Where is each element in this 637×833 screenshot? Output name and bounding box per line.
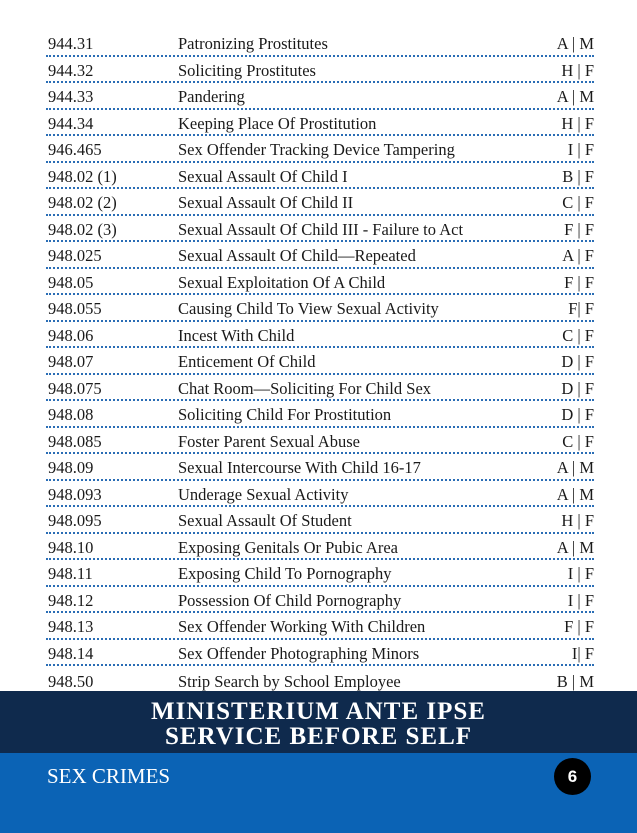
table-row <box>46 110 594 137</box>
table-row <box>46 216 594 243</box>
table-row <box>46 295 594 322</box>
offense-class: I | F <box>567 590 594 610</box>
offense-class: D | F <box>561 378 594 398</box>
table-row <box>46 83 594 110</box>
table-row <box>46 666 594 693</box>
statute-code: 948.10 <box>48 537 94 557</box>
offense-class: I| F <box>571 643 594 663</box>
offense-description: Sex Offender Photographing Minors <box>178 643 420 663</box>
statute-code: 948.095 <box>48 511 102 530</box>
offense-class: A | M <box>556 484 594 504</box>
offense-class: C | F <box>562 325 594 345</box>
statute-code: 948.07 <box>48 352 94 371</box>
offense-class: C | F <box>562 431 594 451</box>
offense-description: Sexual Assault Of Child I <box>178 166 348 186</box>
statute-code: 948.093 <box>48 484 102 504</box>
offense-class: F| F <box>568 299 594 318</box>
offense-class: B | F <box>562 166 594 186</box>
offense-class: I | F <box>567 140 594 159</box>
offense-description: Patronizing Prostitutes <box>178 34 328 53</box>
statute-table <box>46 30 594 693</box>
table-row <box>46 454 594 481</box>
statute-code: 948.14 <box>48 643 94 663</box>
statute-code: 948.055 <box>48 299 102 318</box>
table-row <box>46 242 594 269</box>
statute-code: 948.02 (3) <box>48 219 117 239</box>
offense-description: Sex Offender Tracking Device Tampering <box>178 140 455 159</box>
offense-class: A | F <box>562 246 594 265</box>
offense-description: Sexual Assault Of Child—Repeated <box>178 246 416 265</box>
table-row <box>46 375 594 402</box>
offense-description: Enticement Of Child <box>178 352 316 371</box>
offense-description: Exposing Child To Pornography <box>178 564 392 583</box>
table-row <box>46 560 594 587</box>
table-row <box>46 269 594 296</box>
table-row <box>46 507 594 534</box>
table-row <box>46 348 594 375</box>
table-row <box>46 534 594 561</box>
offense-class: H | F <box>561 113 594 133</box>
table-row <box>46 57 594 84</box>
table-row <box>46 189 594 216</box>
statute-code: 948.08 <box>48 405 94 424</box>
motto-line-2: SERVICE BEFORE SELF <box>164 723 473 750</box>
offense-description: Possession Of Child Pornography <box>178 590 402 610</box>
statute-code: 944.31 <box>48 34 94 53</box>
offense-description: Chat Room—Soliciting For Child Sex <box>178 378 432 398</box>
table-row <box>46 136 594 163</box>
offense-class: A | M <box>556 34 594 53</box>
statute-code: 948.12 <box>48 590 94 610</box>
offense-class: B | M <box>556 672 594 691</box>
offense-class: A | M <box>556 87 594 106</box>
offense-description: Underage Sexual Activity <box>178 484 349 504</box>
statute-code: 948.11 <box>48 564 93 583</box>
offense-description: Sexual Assault Of Child II <box>178 193 354 212</box>
offense-description: Soliciting Prostitutes <box>178 60 316 80</box>
offense-class: D | F <box>561 352 594 371</box>
offense-description: Sexual Intercourse With Child 16-17 <box>178 458 421 477</box>
offense-description: Sexual Assault Of Child III - Failure to Act <box>178 219 464 239</box>
offense-class: H | F <box>561 511 594 530</box>
offense-class: H | F <box>561 60 594 80</box>
statute-code: 948.075 <box>48 378 102 398</box>
offense-class: A | M <box>556 458 594 477</box>
offense-class: D | F <box>561 405 594 424</box>
offense-description: Keeping Place Of Prostitution <box>178 113 377 133</box>
offense-description: Sexual Assault Of Student <box>178 511 352 530</box>
offense-description: Foster Parent Sexual Abuse <box>178 431 360 451</box>
statute-code: 944.32 <box>48 60 94 80</box>
offense-description: Pandering <box>178 87 245 106</box>
table-row <box>46 428 594 455</box>
table-row <box>46 322 594 349</box>
statute-code: 948.50 <box>48 672 94 691</box>
offense-description: Sex Offender Working With Children <box>178 617 426 636</box>
table-row <box>46 163 594 190</box>
table-row <box>46 640 594 667</box>
statute-code: 948.13 <box>48 617 94 636</box>
statute-code: 948.02 (2) <box>48 193 117 212</box>
offense-description: Soliciting Child For Prostitution <box>178 405 392 424</box>
statute-code: 948.02 (1) <box>48 166 117 186</box>
statute-code: 948.085 <box>48 431 102 451</box>
statute-code: 948.05 <box>48 272 94 292</box>
section-title: SEX CRIMES <box>47 764 171 788</box>
offense-class: A | M <box>556 537 594 557</box>
page-number-badge: 6 <box>554 758 591 795</box>
offense-class: F | F <box>564 272 594 292</box>
offense-description: Sexual Exploitation Of A Child <box>178 272 386 292</box>
table-row <box>46 613 594 640</box>
statute-code: 948.09 <box>48 458 94 477</box>
statute-code: 948.025 <box>48 246 102 265</box>
offense-description: Incest With Child <box>178 325 295 345</box>
statute-code: 944.33 <box>48 87 94 106</box>
offense-class: F | F <box>564 617 594 636</box>
statute-code: 944.34 <box>48 113 94 133</box>
offense-description: Strip Search by School Employee <box>178 672 401 691</box>
offense-description: Exposing Genitals Or Pubic Area <box>178 537 398 557</box>
offense-class: C | F <box>562 193 594 212</box>
table-row <box>46 30 594 57</box>
statute-code: 946.465 <box>48 140 102 159</box>
table-row <box>46 587 594 614</box>
statute-code: 948.06 <box>48 325 94 345</box>
table-row <box>46 401 594 428</box>
offense-description: Causing Child To View Sexual Activity <box>178 299 439 318</box>
motto-line-1: MINISTERIUM ANTE IPSE <box>151 698 486 725</box>
offense-class: I | F <box>567 564 594 583</box>
offense-class: F | F <box>564 219 594 239</box>
table-row <box>46 481 594 508</box>
